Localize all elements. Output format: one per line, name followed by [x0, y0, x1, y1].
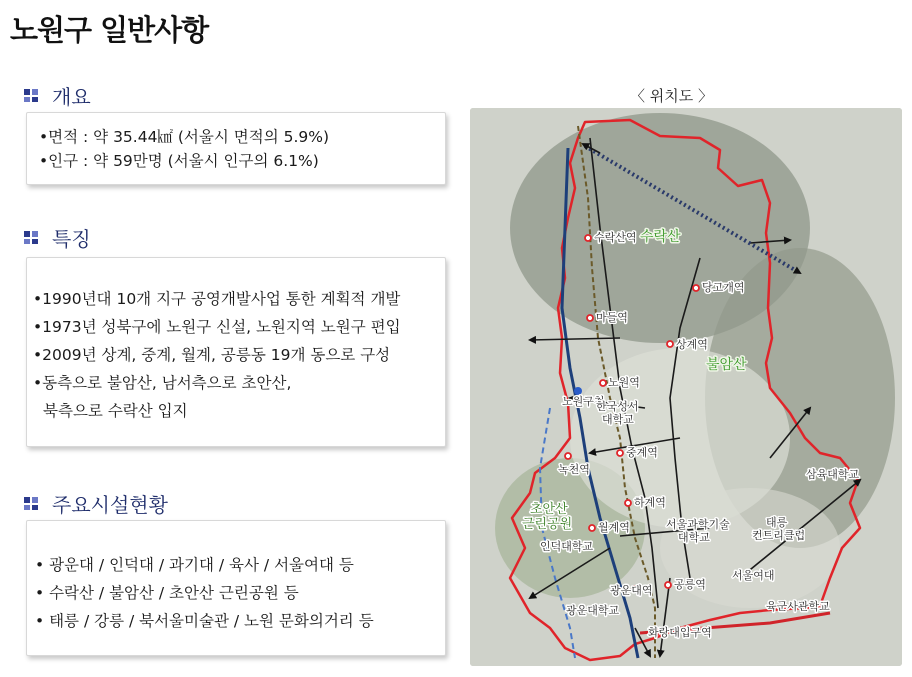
label-nowon-station: 노원역 — [608, 376, 640, 389]
facilities-box — [26, 520, 446, 656]
grid-bullet-icon — [24, 497, 38, 510]
label-hagye-station: 하계역 — [634, 496, 666, 509]
overview-box — [26, 112, 446, 185]
page-title: 노원구 일반사항 — [10, 13, 209, 47]
label-danggogae-station: 당고개역 — [702, 281, 745, 294]
section-heading-facilities — [24, 489, 168, 518]
label-kwangwoon-univ: 광운대학교 — [566, 604, 620, 617]
label-taereung-cc: 컨트리클럽 — [752, 529, 806, 542]
label-suraksan-station: 수락산역 — [594, 231, 637, 244]
label-wolgye-station: 월계역 — [598, 521, 630, 534]
label-gongneung-station: 공릉역 — [674, 578, 706, 591]
features-box — [26, 257, 446, 447]
feature-item-continuation: 북측으로 수락산 입지 — [43, 402, 188, 420]
grid-bullet-icon — [24, 231, 38, 244]
feature-item: •2009년 상계, 중계, 월계, 공릉동 19개 동으로 구성 — [33, 346, 391, 364]
label-buramsan: 불암산 — [706, 357, 747, 373]
label-seoultech: 서울과학기술 — [666, 518, 730, 531]
label-hanguk-seongseo: 한국성서 — [596, 400, 639, 413]
label-junggye-station: 중계역 — [626, 446, 658, 459]
section-title: 주요시설현황 — [52, 493, 168, 517]
location-map — [470, 108, 902, 666]
label-seoultech-2: 대학교 — [678, 531, 710, 544]
label-choansan-park: 근린공원 — [522, 517, 573, 532]
feature-item: •1990년대 10개 지구 공영개발사업 통한 계획적 개발 — [33, 290, 401, 308]
overview-area: •면적 : 약 35.44㎢ (서울시 면적의 5.9%) — [39, 128, 330, 146]
label-taereung: 태릉 — [766, 516, 788, 529]
label-seoul-womens-univ: 서울여대 — [732, 569, 775, 582]
facility-item: • 수락산 / 불암산 / 초안산 근린공원 등 — [35, 584, 299, 602]
label-choansan: 초안산 — [530, 502, 568, 517]
label-military-academy: 육군사관학교 — [766, 600, 830, 613]
section-heading-features — [24, 223, 91, 252]
label-sanggye-station: 상계역 — [676, 338, 708, 351]
feature-item: •1973년 성북구에 노원구 신설, 노원지역 노원구 편입 — [33, 318, 401, 336]
section-title: 특징 — [52, 227, 91, 251]
label-nowon-gu-office: 노원구청 — [562, 395, 605, 408]
map-caption: 〈 위치도 〉 — [630, 87, 714, 105]
label-madeul-station: 마들역 — [596, 311, 628, 324]
section-title: 개요 — [52, 85, 91, 109]
label-hwarangdae-station: 화랑대입구역 — [648, 626, 712, 639]
feature-item: •동측으로 불암산, 남서측으로 초안산, — [33, 374, 292, 392]
label-nokcheon-station: 녹천역 — [558, 463, 590, 476]
facility-item: • 광운대 / 인덕대 / 과기대 / 육사 / 서울여대 등 — [35, 556, 354, 574]
label-suraksan: 수락산 — [640, 229, 681, 245]
facility-item: • 태릉 / 강릉 / 북서울미술관 / 노원 문화의거리 등 — [35, 612, 374, 630]
location-map-graphic — [470, 108, 902, 666]
label-sahmyook-univ: 삼육대학교 — [806, 468, 860, 481]
grid-bullet-icon — [24, 89, 38, 102]
label-induk-univ: 인덕대학교 — [540, 540, 594, 553]
label-hanguk-seongseo-2: 대학교 — [602, 413, 634, 426]
gu-office-marker — [574, 387, 582, 395]
section-heading-overview — [24, 81, 91, 110]
label-kwangwoon-station: 광운대역 — [610, 584, 653, 597]
overview-population: •인구 : 약 59만명 (서울시 인구의 6.1%) — [39, 152, 319, 170]
